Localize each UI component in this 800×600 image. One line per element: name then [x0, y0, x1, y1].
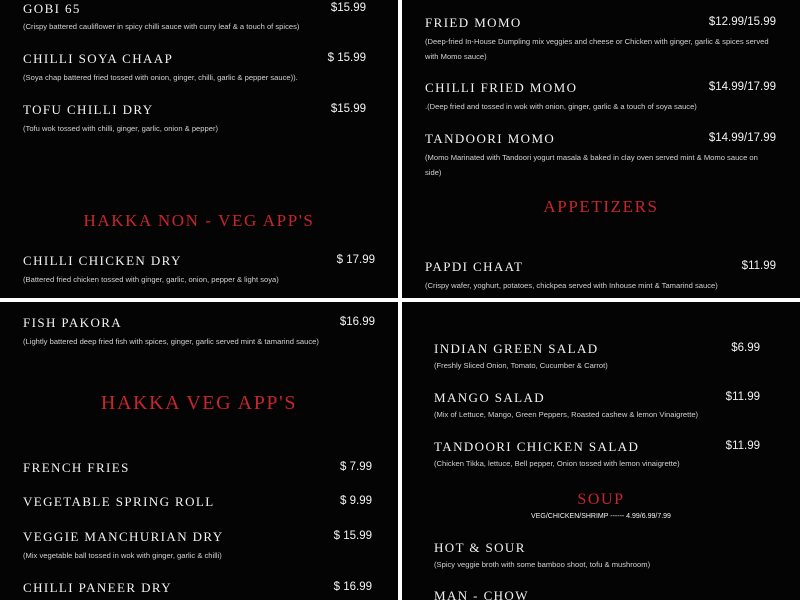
item-price-fish-pakora: $16.99	[339, 316, 375, 328]
section-title-soup: SOUP	[577, 491, 625, 508]
item-name-french-fries: FRENCH FRIES	[23, 460, 130, 475]
item-name-mango-salad: MANGO SALAD	[434, 390, 546, 405]
item-price-mango-salad: $11.99	[725, 391, 760, 403]
item-price-tofu-chilli-dry: $15.99	[330, 103, 366, 115]
section-title-hakka-non-veg: HAKKA NON - VEG APP'S	[83, 211, 315, 230]
item-desc-gobi-65: (Crispy battered cauliflower in spicy chilli sauce with curry leaf & a touch of spices)	[23, 22, 300, 31]
soup-price-note: VEG/CHICKEN/SHRIMP ------ 4.99/6.99/7.99	[531, 513, 671, 520]
menu-panel-top-right	[402, 0, 800, 298]
item-name-hot-and-sour: HOT & SOUR	[434, 540, 526, 555]
item-price-fried-momo: $12.99/15.99	[708, 16, 776, 28]
item-price-gobi-65: $15.99	[330, 2, 366, 14]
item-name-fried-momo: FRIED MOMO	[425, 15, 522, 30]
menu-panel-top-left	[0, 0, 398, 298]
item-desc-fish-pakora: (Lightly battered deep fried fish with spices, ginger, garlic served mint & tamarind sauce)	[23, 337, 319, 346]
menu-panel-bottom-right	[402, 302, 800, 600]
item-price-chilli-chicken-dry: $ 17.99	[336, 254, 375, 266]
item-price-veggie-manchurian-dry: $ 15.99	[333, 530, 372, 542]
item-name-indian-green-salad: INDIAN GREEN SALAD	[434, 341, 599, 356]
item-desc-chilli-soya-chaap: (Soya chap battered fried tossed with onion, ginger, chilli, garlic & pepper sauce)).	[23, 73, 298, 82]
item-price-vegetable-spring-roll: $ 9.99	[340, 495, 372, 507]
item-price-french-fries: $ 7.99	[340, 461, 372, 473]
item-desc-indian-green-salad: (Freshly Sliced Onion, Tomato, Cucumber & Carrot)	[434, 361, 608, 370]
item-desc-veggie-manchurian-dry: (Mix vegetable ball tossed in wok with ginger, garlic & chilli)	[23, 551, 222, 560]
item-desc-fried-momo: (Deep-fried In-House Dumpling mix veggies and cheese or Chicken with ginger, garlic & spices served with Momo sauce)	[425, 37, 769, 61]
item-name-tandoori-chicken-salad: TANDOORI CHICKEN SALAD	[434, 439, 640, 454]
item-name-veggie-manchurian-dry: VEGGIE MANCHURIAN DRY	[23, 529, 224, 544]
item-price-chilli-paneer-dry: $ 16.99	[333, 581, 372, 593]
item-name-tofu-chilli-dry: TOFU CHILLI DRY	[23, 102, 154, 117]
item-price-papdi-chaat: $11.99	[741, 260, 776, 272]
item-price-tandoori-momo: $14.99/17.99	[708, 132, 776, 144]
item-name-papdi-chaat: PAPDI CHAAT	[425, 259, 524, 274]
item-desc-tandoori-chicken-salad: (Chicken Tikka, lettuce, Bell pepper, Onion tossed with lemon vinaigrette)	[434, 459, 680, 468]
item-name-tandoori-momo: TANDOORI MOMO	[425, 131, 556, 146]
item-price-indian-green-salad: $6.99	[731, 342, 760, 354]
item-name-gobi-65: GOBI 65	[23, 1, 81, 16]
item-desc-tandoori-momo: (Momo Marinated with Tandoori yogurt masala & baked in clay oven served mint & Momo sauce on side)	[425, 153, 758, 177]
item-desc-chilli-chicken-dry: (Battered fried chicken tossed with ginger, garlic, onion, pepper & light soya)	[23, 275, 279, 284]
item-desc-tofu-chilli-dry: (Tofu wok tossed with chilli, ginger, garlic, onion & pepper)	[23, 124, 219, 133]
item-price-chilli-soya-chaap: $ 15.99	[327, 52, 366, 64]
item-desc-hot-and-sour: (Spicy veggie broth with some bamboo shoot, tofu & mushroom)	[434, 560, 651, 569]
item-name-chilli-fried-momo: CHILLI FRIED MOMO	[425, 80, 578, 95]
item-name-fish-pakora: FISH PAKORA	[23, 315, 123, 330]
item-desc-mango-salad: (Mix of Lettuce, Mango, Green Peppers, Roasted cashew & lemon Vinaigrette)	[434, 410, 699, 419]
section-title-hakka-veg: HAKKA VEG APP'S	[100, 392, 298, 414]
item-name-chilli-paneer-dry: CHILLI PANEER DRY	[23, 580, 172, 595]
item-name-man-chow: MAN - CHOW	[434, 588, 529, 600]
item-price-chilli-fried-momo: $14.99/17.99	[708, 81, 776, 93]
section-title-appetizers: APPETIZERS	[543, 197, 659, 216]
item-name-chilli-soya-chaap: CHILLI SOYA CHAAP	[23, 51, 174, 66]
item-name-vegetable-spring-roll: VEGETABLE SPRING ROLL	[23, 494, 215, 509]
item-desc-chilli-fried-momo: .(Deep fried and tossed in wok with onion, ginger, garlic & a touch of soya sauce)	[425, 102, 697, 111]
menu-panel-bottom-left	[0, 302, 398, 600]
item-desc-papdi-chaat: (Crispy wafer, yoghurt, potatoes, chickpea served with Inhouse mint & Tamarind sauce)	[425, 281, 718, 290]
item-name-chilli-chicken-dry: CHILLI CHICKEN DRY	[23, 253, 182, 268]
item-price-tandoori-chicken-salad: $11.99	[725, 440, 760, 452]
